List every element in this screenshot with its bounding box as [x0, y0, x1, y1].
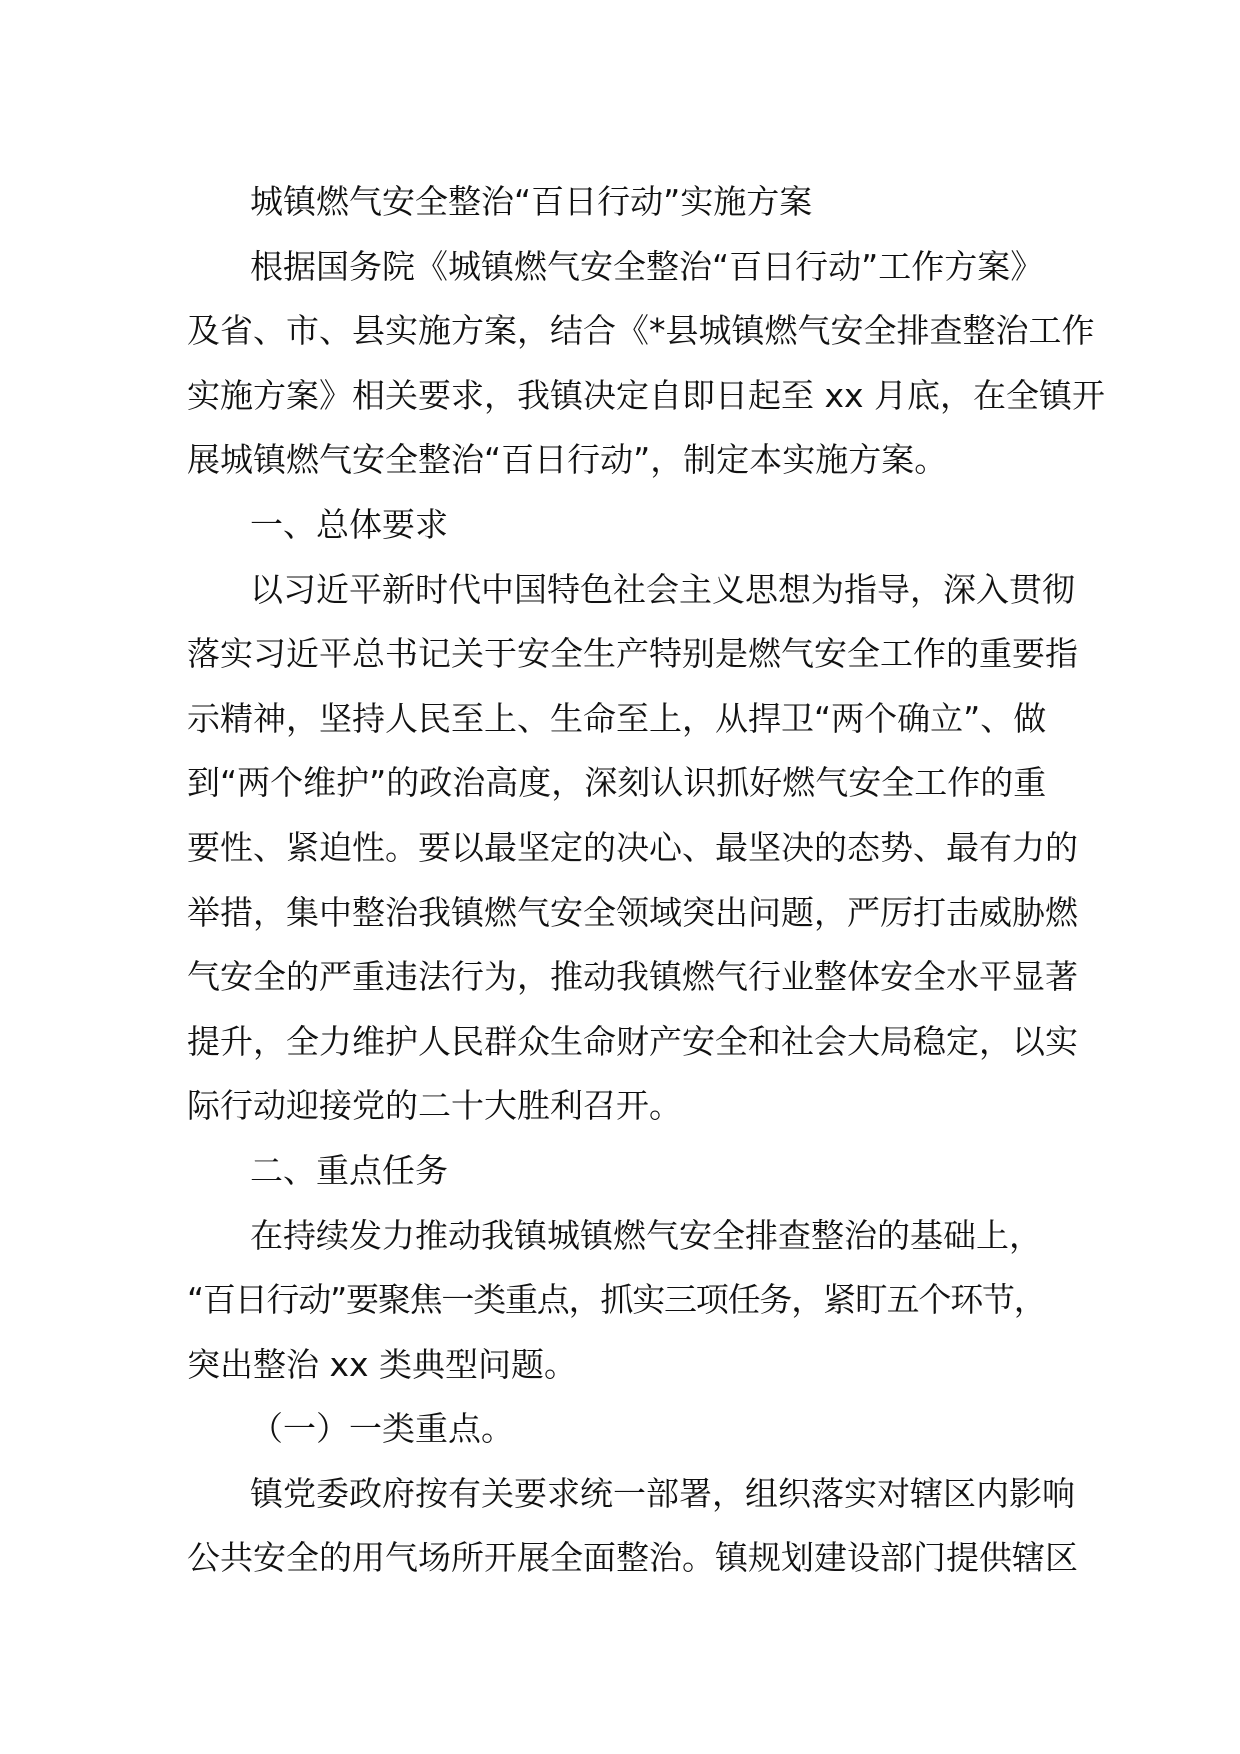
paragraph-line: 根据国务院《城镇燃气安全整治“百日行动”工作方案》: [250, 246, 1044, 286]
paragraph-line: “百日行动”要聚焦一类重点，抓实三项任务，紧盯五个环节，: [187, 1280, 1046, 1320]
subsection-heading: （一）一类重点。: [250, 1409, 514, 1449]
paragraph-line: 落实习近平总书记关于安全生产特别是燃气安全工作的重要指: [187, 634, 1078, 674]
paragraph-line: 提升，全力维护人民群众生命财产安全和社会大局稳定，以实: [187, 1021, 1078, 1061]
paragraph-line: 气安全的严重违法行为，推动我镇燃气行业整体安全水平显著: [187, 957, 1078, 997]
paragraph-line: 镇党委政府按有关要求统一部署，组织落实对辖区内影响: [250, 1473, 1075, 1513]
section-heading: 一、总体要求: [250, 504, 448, 544]
paragraph-line: 突出整治 xx 类典型问题。: [187, 1344, 578, 1384]
document-title: 城镇燃气安全整治“百日行动”实施方案: [250, 182, 813, 221]
paragraph-line: 公共安全的用气场所开展全面整治。镇规划建设部门提供辖区: [187, 1538, 1078, 1578]
paragraph-line: 在持续发力推动我镇城镇燃气安全排查整治的基础上，: [250, 1215, 1042, 1255]
paragraph-line: 实施方案》相关要求，我镇决定自即日起至 xx 月底，在全镇开: [187, 375, 1106, 415]
paragraph-line: 示精神，坚持人民至上、生命至上，从捍卫“两个确立”、做: [187, 698, 1047, 738]
paragraph-line: 展城镇燃气安全整治“百日行动”，制定本实施方案。: [187, 440, 948, 480]
paragraph-line: 举措，集中整治我镇燃气安全领域突出问题，严厉打击威胁燃: [187, 892, 1078, 932]
paragraph-line: 到“两个维护”的政治高度，深刻认识抓好燃气安全工作的重: [187, 763, 1047, 803]
paragraph-line: 际行动迎接党的二十大胜利召开。: [187, 1086, 682, 1126]
document-page: [187, 170, 1106, 1591]
paragraph-line: 以习近平新时代中国特色社会主义思想为指导，深入贯彻: [250, 569, 1075, 609]
paragraph-line: 要性、紧迫性。要以最坚定的决心、最坚决的态势、最有力的: [187, 827, 1078, 867]
section-heading: 二、重点任务: [250, 1150, 448, 1190]
paragraph-line: 及省、市、县实施方案，结合《*县城镇燃气安全排查整治工作: [187, 311, 1095, 351]
